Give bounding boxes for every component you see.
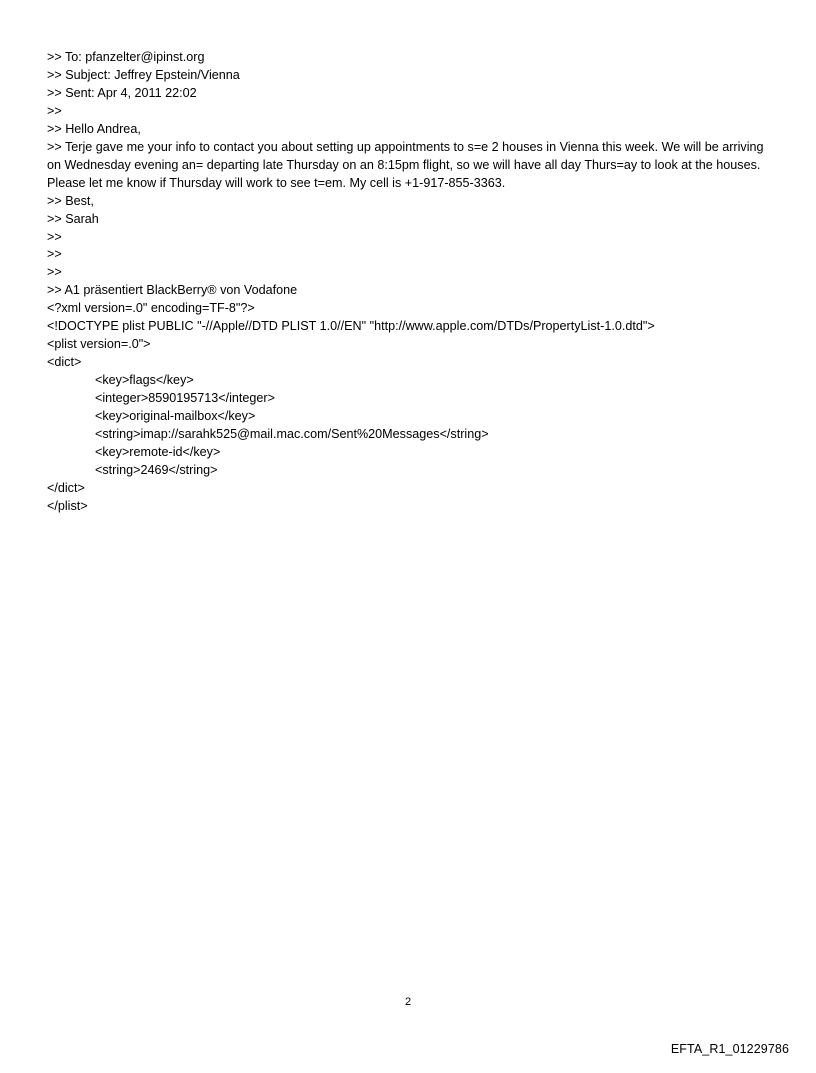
doctype-line: <!DOCTYPE plist PUBLIC "-//Apple//DTD PLIST 1.0//EN" "http://www.apple.com/DTDs/PropertyList-1.0.dtd"> (47, 319, 655, 334)
email-subject-line: >> Subject: Jeffrey Epstein/Vienna (47, 67, 240, 82)
page-number: 2 (404, 996, 412, 1008)
plist-entry: <key>original-mailbox</key> (95, 409, 256, 424)
email-sent-line: >> Sent: Apr 4, 2011 22:02 (47, 85, 197, 100)
email-closing: >> Best, (47, 193, 94, 208)
email-greeting: >> Hello Andrea, (47, 121, 141, 136)
bates-number: EFTA_R1_01229786 (670, 1042, 789, 1056)
plist-entry: <key>flags</key> (95, 373, 194, 388)
quote-blank-line: >> (47, 265, 62, 280)
email-to-line: >> To: pfanzelter@ipinst.org (47, 50, 205, 64)
xml-declaration: <?xml version=.0" encoding=TF-8"?> (47, 301, 255, 316)
quote-blank-line: >> (47, 103, 62, 118)
quote-blank-line: >> (47, 229, 62, 244)
email-footer-line: >> A1 präsentiert BlackBerry® von Vodafone (47, 283, 298, 298)
email-signature: >> Sarah (47, 211, 99, 226)
document-body (47, 49, 777, 516)
dict-close-tag: </dict> (47, 480, 85, 495)
plist-entry: <string>imap://sarahk525@mail.mac.com/Sent%20Messages</string> (95, 427, 489, 442)
email-body-paragraph: >> Terje gave me your info to contact you about setting up appointments to s=e 2 houses in Vienna this week. We will be arriving on Wednesday evening an= departing late Thursday on an 8:15pm flight, so we will have all day Thurs=ay to look at the houses. Please let me know if Thursday will work to see t=em. My cell is +1-917-855-3363. (47, 139, 764, 190)
quote-blank-line: >> (47, 247, 62, 262)
plist-entry: <key>remote-id</key> (95, 444, 221, 459)
plist-open-tag: <plist version=.0"> (47, 337, 151, 352)
dict-open-tag: <dict> (47, 355, 82, 370)
plist-entry: <integer>8590195713</integer> (95, 391, 275, 406)
plist-entry: <string>2469</string> (95, 462, 218, 477)
plist-close-tag: </plist> (47, 498, 88, 513)
